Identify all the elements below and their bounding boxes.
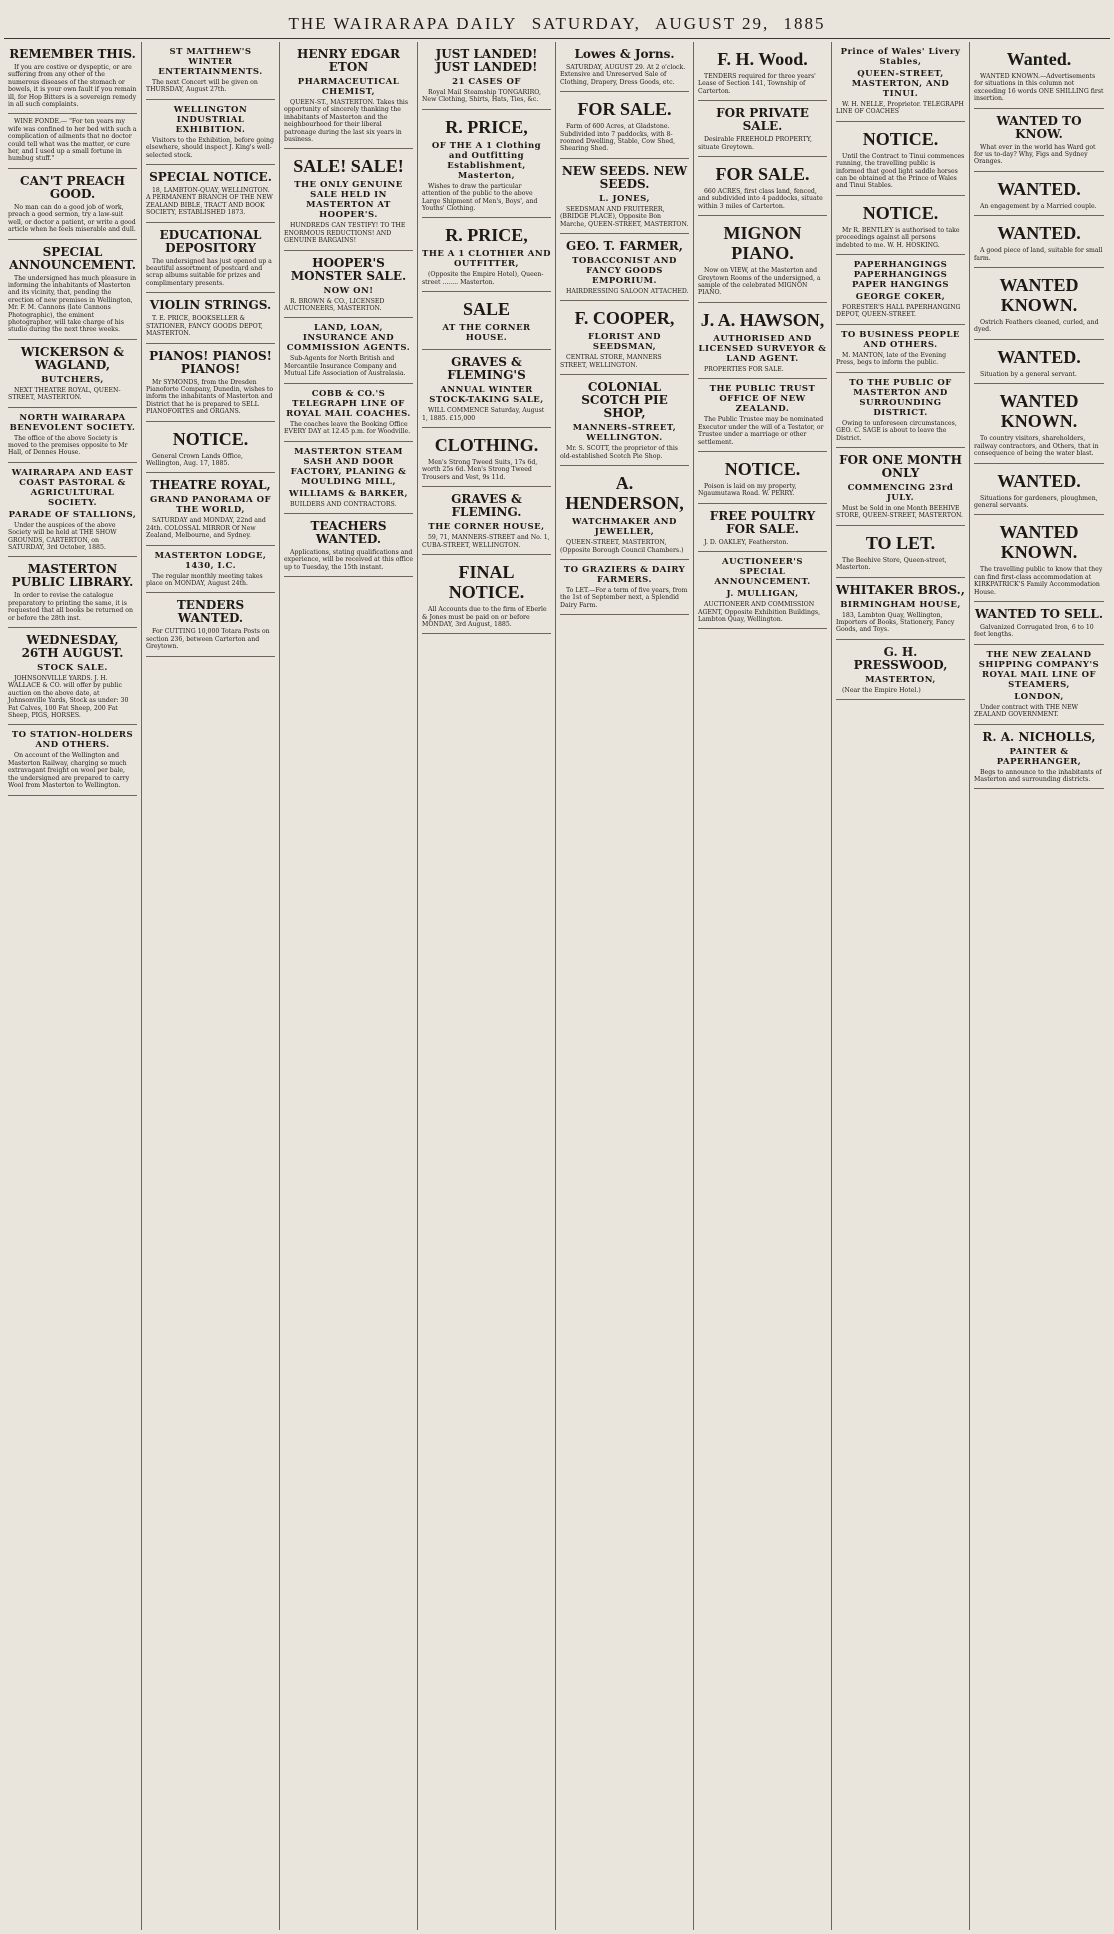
ad-heading: TENDERS WANTED. — [176, 598, 245, 626]
ad-body: AUCTIONEER AND COMMISSION AGENT, Opposite Exhibition Buildings, Lambton Quay, Wellington. — [698, 601, 821, 623]
advertisement — [146, 165, 275, 223]
ad-subheading: THE ONLY GENUINE SALE HELD IN MASTERTON AT HOOPER'S. — [294, 180, 403, 221]
advertisement — [146, 223, 275, 294]
advertisement — [284, 384, 413, 442]
ad-body: Mr. S. SCOTT, the proprietor of this old-established Scotch Pie Shop. — [560, 445, 678, 460]
masthead — [0, 14, 1114, 36]
ad-body: Mr SYMONDS, from the Dresden Pianoforte Company, Dunedin, wishes to inform the inhabitants of Masterton and District that he is prepared to SELL PIANOFORTES and ORGANS. — [146, 378, 274, 416]
advertisement — [146, 344, 275, 422]
ad-body: 18, LAMBTON-QUAY, WELLINGTON. A PERMANENT BRANCH OF THE NEW ZEALAND BIBLE, TRACT AND BOOK SOCIETY, ESTABLISHED 1873. — [146, 187, 273, 217]
ad-heading: TO GRAZIERS & DAIRY FARMERS. — [563, 564, 686, 585]
advertisement — [560, 92, 689, 159]
ad-heading: GRAVES & FLEMING. — [451, 492, 522, 520]
ad-subheading: L. JONES, — [599, 193, 650, 204]
ad-body: Applications, stating qualifications and experience, will be received at this office up to Tuesday, the 15th instant. — [284, 548, 413, 571]
ad-body: Begs to announce to the inhabitants of Masterton and surrounding districts. — [974, 768, 1102, 783]
ad-subheading: BIRMINGHAM HOUSE, — [840, 599, 961, 610]
ad-body: (Near the Empire Hotel.) — [842, 686, 921, 694]
ad-heading: WANTED KNOWN. — [999, 275, 1079, 316]
ad-heading: FOR SALE. — [715, 164, 810, 185]
ad-heading: NOTICE. — [862, 128, 939, 149]
advertisement — [698, 303, 827, 379]
ad-heading: WHITAKER BROS., — [836, 582, 965, 597]
ad-body: 59, 71, MANNERS-STREET and No. 1, CUBA-STREET, WELLINGTON. — [422, 534, 550, 549]
advertisement — [974, 515, 1104, 602]
ad-heading: NEW SEEDS. NEW SEEDS. — [561, 163, 688, 191]
masthead-rule — [4, 38, 1110, 39]
column-6 — [694, 42, 832, 1930]
ad-body: J. D. OAKLEY, Featherston. — [704, 538, 789, 546]
ad-body: The next Concert will be given on THURSDAY, August 27th. — [146, 79, 258, 94]
ad-heading: WAIRARAPA AND EAST COAST PASTORAL & AGRICULTURAL SOCIETY. — [11, 467, 134, 508]
ad-body: M. MANTON, late of the Evening Press, begs to inform the public. — [836, 351, 947, 367]
ad-heading: NORTH WAIRARAPA BENEVOLENT SOCIETY. — [9, 412, 136, 433]
advertisement — [698, 157, 827, 216]
advertisement — [836, 122, 965, 196]
ad-heading: AUCTIONEER'S SPECIAL ANNOUNCEMENT. — [714, 557, 811, 588]
ad-body: W. H. NELLE, Proprietor. TELEGRAPH LINE OF COACHES — [836, 101, 964, 116]
advertisement — [836, 526, 965, 578]
advertisement — [560, 42, 689, 92]
advertisement — [836, 640, 965, 700]
ad-body: Situation by a general servant. — [980, 370, 1077, 378]
ad-body: HAIRDRESSING SALOON ATTACHED. — [566, 288, 689, 296]
column-2 — [142, 42, 280, 1930]
advertisement — [698, 216, 827, 303]
ad-heading: NOTICE. — [172, 428, 249, 449]
ad-heading: LAND, LOAN, INSURANCE AND COMMISSION AGENTS. — [286, 323, 411, 354]
ad-body: In order to revise the catalogue preparatory to printing the same, it is requested that all books be returned on or before the 28th inst. — [8, 592, 133, 622]
ad-heading: F. H. Wood. — [717, 49, 808, 69]
ad-body: The undersigned has just opened up a beautiful assortment of postcard and scrap albums suitable for prizes and complimentary presents. — [146, 257, 272, 287]
ad-body: 660 ACRES, first class land, fenced, and subdivided into 4 paddocks, situate within 3 miles of Carterton. — [698, 188, 823, 210]
ad-body: Must be Sold in one Month BEEHIVE STORE, QUEEN-STREET, MASTERTON. — [836, 504, 964, 520]
ad-heading: COLONIAL SCOTCH PIE SHOP, — [581, 380, 668, 421]
advertisement — [974, 340, 1104, 384]
ad-subheading: WATCHMAKER AND JEWELLER, — [572, 517, 677, 538]
advertisement — [560, 159, 689, 234]
ad-body: No man can do a good job of work, preach a good sermon, try a law-suit well, or doctor a patient, or write a good article when he feels miserable and dull. — [8, 203, 136, 234]
advertisement — [974, 384, 1104, 463]
ad-heading: TO BUSINESS PEOPLE AND OTHERS. — [841, 329, 960, 350]
ad-subheading: NOW ON! — [323, 285, 374, 296]
ad-body: If you are costive or dyspeptic, or are suffering from any other of the numerous diseases of the stomach or bowels, it is your own fault if you remain ill, for Hop Bitters is a sovereign remedy in all such complaints. — [8, 64, 137, 109]
ad-body: Under the auspices of the above Society will be held at THE SHOW GROUNDS, CARTERTON, on SATURDAY, 3rd October, 1885. — [8, 521, 117, 551]
column-5 — [556, 42, 694, 1930]
ad-body: An engagement by a Married couple. — [980, 202, 1097, 210]
ad-subheading: ANNUAL WINTER STOCK-TAKING SALE, — [429, 385, 544, 406]
advertisement — [284, 514, 413, 577]
advertisement — [974, 464, 1104, 516]
advertisement — [698, 504, 827, 552]
ad-heading: GEO. T. FARMER, — [566, 239, 683, 254]
columns — [4, 42, 1110, 1930]
ad-body: CENTRAL STORE, MANNERS STREET, WELLINGTON. — [560, 354, 662, 369]
ad-body: Desirable FREEHOLD PROPERTY, situate Greytown. — [698, 136, 812, 151]
ad-heading: CAN'T PREACH GOOD. — [20, 173, 125, 201]
ad-heading: WANTED KNOWN. — [999, 391, 1079, 432]
advertisement — [974, 42, 1104, 109]
ad-heading: R. PRICE, — [445, 225, 528, 246]
advertisement — [8, 725, 137, 795]
advertisement — [284, 442, 413, 514]
ad-heading: WANTED KNOWN. — [999, 522, 1079, 563]
ad-subheading: AT THE CORNER HOUSE. — [442, 323, 531, 344]
ad-heading: COBB & CO.'S TELEGRAPH LINE OF ROYAL MAIL COACHES. — [286, 388, 411, 419]
ad-heading: WANTED. — [997, 223, 1081, 244]
ad-body: The Beehive Store, Queen-street, Masterton. — [836, 556, 947, 572]
ad-heading: WEDNESDAY, 26TH AUGUST. — [21, 633, 124, 661]
ad-body: JOHNSONVILLE YARDS. J. H. WALLACE & CO. will offer by public auction on the above date, at Johnsonville Yards, Stock as under: 30 Fat Calves, 100 Fat Sheep, 200 Fat Sheep, PIGS, HORSES. — [8, 675, 129, 720]
ad-body: All Accounts due to the firm of Eberle & Jones must be paid on or before MONDAY, 3rd August, 1885. — [422, 606, 547, 628]
advertisement — [560, 375, 689, 466]
advertisement — [422, 428, 551, 487]
ad-heading: Wanted. — [1006, 49, 1072, 69]
advertisement — [974, 725, 1104, 790]
advertisement — [146, 42, 275, 100]
advertisement — [8, 408, 137, 463]
ad-subheading: PARADE OF STALLIONS, — [8, 509, 137, 520]
advertisement — [146, 293, 275, 343]
ad-heading: WANTED. — [997, 346, 1081, 367]
advertisement — [422, 555, 551, 634]
advertisement — [422, 110, 551, 219]
ad-body: The travelling public to know that they can find first-class accommodation at KIRKPATRICK'S Family Accommodation House. — [974, 566, 1103, 596]
advertisement — [284, 251, 413, 319]
advertisement — [422, 42, 551, 110]
ad-body: The regular monthly meeting takes place on MONDAY, August 24th. — [146, 572, 263, 587]
ad-body: T. E. PRICE, BOOKSELLER & STATIONER, FANCY GOODS DEPOT, MASTERTON. — [146, 315, 263, 338]
ad-subheading: MASTERTON, — [865, 674, 936, 685]
advertisement — [422, 218, 551, 292]
ad-heading: MASTERTON LODGE, 1430, I.C. — [154, 550, 267, 571]
advertisement — [146, 422, 275, 474]
ad-subheading: WILLIAMS & BARKER, — [289, 488, 408, 499]
advertisement — [146, 100, 275, 165]
advertisement — [560, 466, 689, 560]
ad-subheading: 21 CASES OF — [452, 77, 521, 87]
ad-body: Mr R. BENTLEY is authorised to take proceedings against all persons indebted to me. W. H. HOSKING. — [836, 226, 960, 249]
column-7 — [832, 42, 970, 1930]
ad-heading: ST MATTHEW'S WINTER ENTERTAINMENTS. — [158, 47, 263, 77]
ad-body: The office of the above Society is moved to the premises opposite to Mr Hall, of Dennes House. — [8, 434, 128, 457]
ad-body: The Public Trustee may be nominated Executor under the will of a Testator, or Trustee under a marriage or other settlement. — [698, 416, 824, 446]
ad-subheading: LONDON, — [1014, 691, 1064, 702]
ad-body: What ever in the world has Ward got for us to-day? Why, Figs and Sydney Oranges. — [974, 143, 1096, 166]
ad-heading: FOR PRIVATE SALE. — [716, 106, 809, 134]
ad-body: BUILDERS AND CONTRACTORS. — [290, 500, 397, 508]
ad-body: Under contract with THE NEW ZEALAND GOVERNMENT. — [974, 703, 1078, 719]
advertisement — [8, 42, 137, 114]
advertisement — [836, 578, 965, 640]
ad-body: Ostrich Feathers cleaned, curled, and dyed. — [974, 319, 1099, 334]
ad-body: Royal Mail Steamship TONGARIRO, New Clothing, Shirts, Hats, Ties, &c. — [422, 89, 541, 104]
ad-heading: TO STATION-HOLDERS AND OTHERS. — [11, 730, 134, 751]
ad-body: QUEEN-ST., MASTERTON. Takes this opportunity of sincerely thanking the inhabitants of Masterton and the neighbourhood for their liberal patronage during the last six years in business. — [284, 99, 409, 144]
advertisement — [698, 379, 827, 452]
ad-heading: SALE — [462, 299, 511, 320]
ad-heading: WANTED TO SELL. — [974, 606, 1104, 621]
ad-body: Now on VIEW, at the Masterton and Greytown Rooms of the undersigned, a sample of the celebrated MIGNON PIANO. — [698, 267, 821, 297]
advertisement — [836, 325, 965, 373]
advertisement — [284, 42, 413, 149]
ad-body: To LET.—For a term of five years, from the 1st of September next, a Splendid Dairy Farm. — [560, 586, 688, 609]
advertisement — [698, 42, 827, 101]
ad-subheading: QUEEN-STREET, MASTERTON, AND TINUI. — [851, 69, 950, 99]
ad-heading: NOTICE. — [862, 202, 939, 223]
advertisement — [560, 301, 689, 375]
advertisement — [284, 318, 413, 383]
ad-heading: WANTED TO KNOW. — [996, 113, 1082, 141]
ad-body: Men's Strong Tweed Suits, 17s 6d, worth 25s 6d. Men's Strong Tweed Trousers and Vest, 9s 11d. — [422, 459, 538, 481]
ad-heading: F. COOPER, — [574, 308, 675, 329]
ad-subheading: GRAND PANORAMA OF THE WORLD, — [149, 495, 272, 516]
ad-heading: WANTED. — [997, 178, 1081, 199]
masthead-year: 1885 — [783, 14, 826, 33]
advertisement — [560, 560, 689, 615]
advertisement — [8, 340, 137, 408]
advertisement — [836, 42, 965, 122]
ad-body: Wishes to draw the particular attention of the public to the above Large Shipment of Men's, Boys', and Youths' Clothing. — [422, 182, 538, 213]
ad-heading: G. H. PRESSWOOD, — [853, 644, 948, 672]
ad-body: SATURDAY and MONDAY, 22nd and 24th. COLOSSAL MIRROR Of New Zealand, Melbourne, and Sydney. — [146, 517, 266, 540]
ad-heading: MIGNON PIANO. — [723, 223, 802, 264]
column-1 — [4, 42, 142, 1930]
masthead-date: AUGUST 29, — [655, 14, 770, 33]
ad-body: 183, Lambton Quay, Wellington, Importers of Books, Stationery, Fancy Goods, and Toys. — [836, 611, 955, 634]
ad-subheading: J. MULLIGAN, — [726, 589, 799, 600]
ad-body: SEEDSMAN AND FRUITERER, (BRIDGE PLACE), Opposite Bon Marche, QUEEN-STREET, MASTERTON. — [560, 205, 689, 228]
ad-heading: REMEMBER THIS. — [9, 47, 136, 61]
ad-heading: FOR ONE MONTH ONLY — [839, 452, 962, 480]
ad-body: A good piece of land, suitable for small farm. — [974, 247, 1103, 262]
ad-subheading: COMMENCING 23rd JULY. — [847, 482, 954, 503]
ad-body: HUNDREDS CAN TESTIFY! TO THE ENORMOUS REDUCTIONS! AND GENUINE BARGAINS! — [284, 222, 406, 245]
ad-heading: PIANOS! PIANOS! PIANOS! — [149, 348, 272, 376]
advertisement — [8, 114, 137, 168]
ad-heading: TO THE PUBLIC OF MASTERTON AND SURROUNDING DISTRICT. — [849, 377, 952, 418]
ad-subheading: PHARMACEUTICAL CHEMIST, — [297, 77, 400, 97]
advertisement — [8, 169, 137, 240]
ad-body: Until the Contract to Tinui commences running, the travelling public is informed that good light saddle horses can be obtained at the Prince of Wales and Tinui Stables. — [836, 152, 965, 190]
ad-body: To country visitors, shareholders, railway contractors, and Others, that in consequence of being the water blast. — [974, 435, 1099, 458]
advertisement — [698, 552, 827, 629]
ad-heading: JUST LANDED! JUST LANDED! — [435, 47, 538, 74]
ad-body: Situations for gardeners, ploughmen, general servants. — [974, 494, 1098, 509]
ad-subheading: GEORGE COKER, — [855, 292, 946, 303]
ad-heading: TEACHERS WANTED. — [310, 518, 387, 546]
ad-body: WINE FONDE.— "For ten years my wife was confined to her bed with such a complication of ailments that no doctor could tell what was the matter, or cure her, and I used up a small fortune in humbug stuff." — [8, 118, 137, 163]
ad-body: Galvanized Corrugated Iron, 6 to 10 feet lengths. — [974, 623, 1094, 639]
advertisement — [974, 216, 1104, 268]
masthead-day: SATURDAY, — [531, 14, 641, 33]
advertisement — [422, 350, 551, 428]
advertisement — [8, 240, 137, 340]
ad-body: R. BROWN & CO., LICENSED AUCTIONEERS, MASTERTON. — [284, 297, 385, 313]
advertisement — [146, 593, 275, 656]
advertisement — [146, 473, 275, 545]
ad-body: Poison is laid on my property, Ngaumutawa Road. W. PERRY. — [698, 482, 797, 498]
advertisement — [974, 645, 1104, 725]
ad-heading: R. A. NICHOLLS, — [982, 729, 1096, 744]
ad-body: Visitors to the Exhibition, before going elsewhere, should inspect J. King's well-selected stock. — [146, 136, 274, 159]
advertisement — [8, 557, 137, 628]
ad-body: PROPERTIES FOR SALE. — [704, 365, 784, 373]
ad-body: Farm of 600 Acres, at Gladstone. Subdivided into 7 paddocks, with 8-roomed Dwelling, Stable, Cow Shed, Shearing Shed. — [560, 123, 676, 153]
ad-heading: J. A. HAWSON, — [700, 309, 825, 330]
advertisement — [146, 546, 275, 594]
ad-body: General Crown Lands Office, Wellington, Aug. 17, 1885. — [146, 452, 243, 467]
ad-body: On account of the Wellington and Masterton Railway, charging so much extravagant freight on wool per bale, the undersigned are prepared to carry Wool from Masterton to Wellington. — [8, 752, 130, 790]
advertisement — [974, 602, 1104, 645]
ad-heading: THE NEW ZEALAND SHIPPING COMPANY'S ROYAL MAIL LINE OF STEAMERS, — [978, 649, 1100, 690]
advertisement — [974, 109, 1104, 172]
ad-heading: WICKERSON & WAGLAND, — [20, 344, 125, 372]
advertisement — [836, 196, 965, 255]
advertisement — [974, 172, 1104, 216]
ad-body: WANTED KNOWN.—Advertisements for situations in this column not exceeding 16 words ONE SHILLING first insertion. — [974, 73, 1104, 103]
advertisement — [8, 628, 137, 725]
ad-body: The coaches leave the Booking Office EVERY DAY at 12.45 p.m. for Woodville. — [284, 420, 411, 436]
ad-body: TENDERS required for three years' Lease of Section 141, Township of Carterton. — [698, 73, 816, 95]
ad-body: WILL COMMENCE Saturday, August 1, 1885. £15,000 — [422, 407, 545, 422]
advertisement — [422, 292, 551, 350]
ad-heading: FREE POULTRY FOR SALE. — [709, 508, 816, 536]
ad-subheading: MANNERS-STREET, WELLINGTON. — [572, 423, 677, 444]
advertisement — [560, 234, 689, 301]
ad-body: The undersigned has much pleasure in informing the inhabitants of Masterton and its vicinity, that, pending the erection of new premises in Wellington, Mr. F. M. Cannons (late Cannons Photographic), the eminent photographer, will take charge of his studio during the next three weeks. — [8, 274, 137, 334]
ad-body: Owing to unforeseen circumstances, GEO. C. SAGE is about to leave the District. — [836, 419, 957, 442]
ad-heading: PAPERHANGINGS PAPERHANGINGS PAPER HANGINGS — [851, 260, 950, 291]
advertisement — [836, 255, 965, 325]
ad-heading: WANTED. — [997, 470, 1081, 491]
ad-subheading: AUTHORISED AND LICENSED SURVEYOR & LAND AGENT. — [698, 333, 827, 364]
advertisement — [698, 101, 827, 157]
ad-heading: THE PUBLIC TRUST OFFICE OF NEW ZEALAND. — [709, 384, 816, 415]
ad-heading: FINAL NOTICE. — [448, 562, 525, 603]
ad-heading: A. HENDERSON, — [565, 473, 684, 514]
ad-heading: HENRY EDGAR ETON — [297, 47, 400, 74]
ad-subheading: BUTCHERS, — [41, 374, 104, 385]
ad-subheading: THE A 1 CLOTHIER AND OUTFITTER, — [422, 249, 551, 270]
advertisement — [284, 149, 413, 250]
paper-title: THE WAIRARAPA DAILY — [288, 14, 518, 33]
advertisement — [836, 373, 965, 448]
ad-body: For CUTTING 10,000 Totara Posts on section 236, between Carterton and Greytown. — [146, 628, 270, 651]
ad-heading: SPECIAL NOTICE. — [149, 170, 272, 185]
ad-heading: WELLINGTON INDUSTRIAL EXHIBITION. — [173, 104, 248, 135]
ad-heading: NOTICE. — [724, 458, 801, 479]
ad-subheading: STOCK SALE. — [37, 663, 108, 674]
ad-heading: R. PRICE, — [445, 116, 528, 137]
advertisement — [8, 463, 137, 558]
column-4 — [418, 42, 556, 1930]
advertisement — [974, 268, 1104, 340]
ad-body: NEXT THEATRE ROYAL, QUEEN-STREET, MASTERTON. — [8, 386, 121, 402]
ad-body: QUEEN-STREET, MASTERTON, (Opposite Borough Council Chambers.) — [560, 539, 684, 554]
column-3 — [280, 42, 418, 1930]
ad-heading: Prince of Wales' Livery Stables, — [840, 47, 961, 67]
ad-heading: THEATRE ROYAL, — [150, 478, 271, 493]
ad-heading: MASTERTON PUBLIC LIBRARY. — [11, 562, 134, 590]
ad-subheading: THE CORNER HOUSE, — [428, 522, 545, 533]
ad-heading: SALE! SALE! — [293, 156, 404, 177]
ad-subheading: OF THE A 1 Clothing and Outfitting Establishment, Masterton, — [431, 140, 542, 181]
ad-body: FORESTER'S HALL PAPERHANGING DEPOT, QUEEN-STREET. — [836, 304, 961, 319]
advertisement — [836, 448, 965, 526]
ad-subheading: FLORIST AND SEEDSMAN, — [587, 332, 662, 353]
column-8 — [970, 42, 1108, 1930]
advertisement — [422, 487, 551, 555]
ad-heading: Lowes & Jorns. — [574, 47, 675, 61]
ad-heading: CLOTHING. — [434, 435, 539, 456]
ad-heading: MASTERTON STEAM SASH AND DOOR FACTORY, PLANING & MOULDING MILL, — [290, 446, 407, 487]
ad-heading: HOOPER'S MONSTER SALE. — [290, 255, 407, 283]
ad-heading: EDUCATIONAL DEPOSITORY — [159, 227, 262, 255]
ad-body: Sub-Agents for North British and Mercantile Insurance Company and Mutual Life Association of Australasia. — [284, 355, 406, 378]
ad-body: SATURDAY, AUGUST 29. At 2 o'clock. Extensive and Unreserved Sale of Clothing, Drapery, Dress Goods, etc. — [560, 64, 686, 86]
advertisement — [698, 452, 827, 504]
ad-subheading: TOBACCONIST AND FANCY GOODS EMPORIUM. — [572, 256, 677, 287]
ad-subheading: PAINTER & PAPERHANGER, — [996, 746, 1082, 767]
ad-heading: FOR SALE. — [577, 99, 672, 120]
ad-heading: GRAVES & FLEMING'S — [447, 355, 526, 383]
ad-body: (Opposite the Empire Hotel), Queen-street ........ Masterton. — [422, 271, 544, 286]
ad-heading: VIOLIN STRINGS. — [149, 298, 272, 313]
ad-heading: TO LET. — [865, 532, 936, 553]
ad-heading: SPECIAL ANNOUNCEMENT. — [9, 244, 136, 272]
